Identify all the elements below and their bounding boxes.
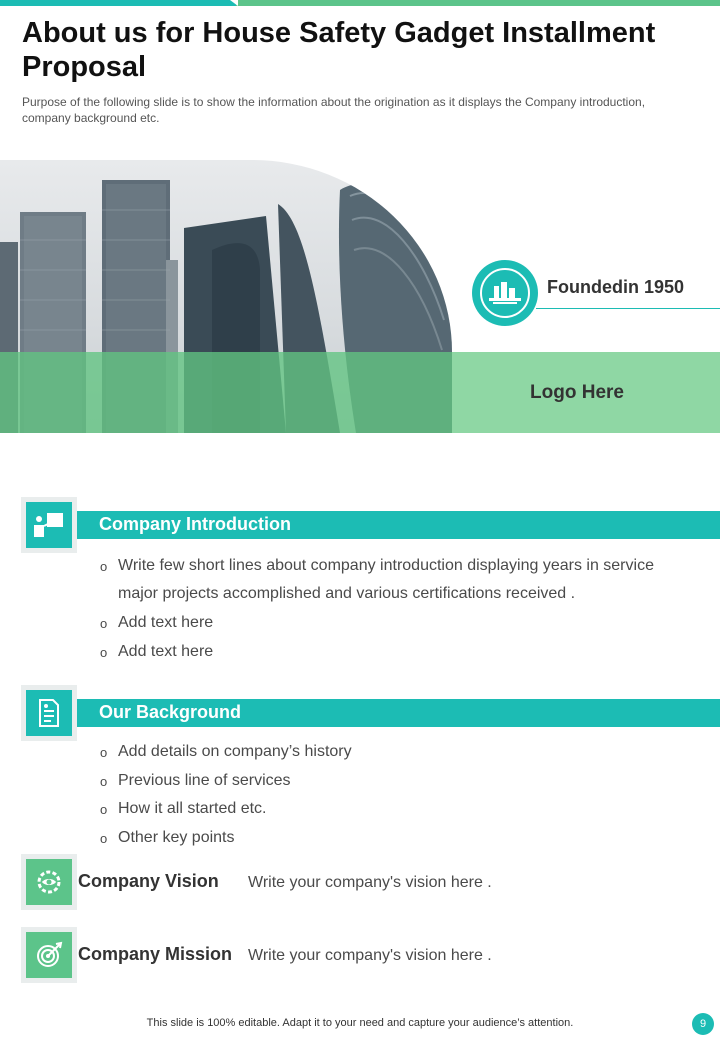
- top-accent-notch: [230, 0, 238, 6]
- vision-text: Write your company's vision here .: [248, 874, 492, 891]
- section-title: Our Background: [99, 702, 242, 722]
- building-icon: [480, 268, 530, 318]
- background-bullet-list: [100, 738, 690, 852]
- list-item: o Add details on company’s history: [100, 738, 690, 767]
- founded-badge: [472, 260, 538, 326]
- background-icon-frame: [21, 685, 77, 741]
- footer-note: This slide is 100% editable. Adapt it to your need and capture your audience’s attention.: [146, 1017, 574, 1029]
- list-item: o Other key points: [100, 824, 690, 853]
- vision-label: Company Vision: [78, 871, 219, 891]
- section-header-company-introduction: [77, 511, 720, 539]
- list-item: o Write few short lines about company introduction displaying years in service major projects accomplished and various certifications received .: [100, 552, 690, 608]
- founded-text: Foundedin 1950: [547, 277, 685, 297]
- mission-icon-frame: [21, 927, 77, 983]
- intro-bullet-list: [100, 552, 690, 666]
- section-header-our-background: [77, 699, 720, 727]
- document-icon: [26, 690, 72, 736]
- list-item: o Previous line of services: [100, 767, 690, 796]
- list-item: o Add text here: [100, 638, 690, 666]
- eye-gear-icon: [26, 859, 72, 905]
- list-item: o Add text here: [100, 609, 690, 637]
- mission-text: Write your company's vision here .: [248, 947, 492, 964]
- logo-text: Logo Here: [530, 381, 624, 403]
- presenter-icon: [26, 502, 72, 548]
- target-icon: [26, 932, 72, 978]
- logo-placeholder: [452, 352, 720, 433]
- section-title: Company Introduction: [99, 514, 291, 534]
- top-accent-teal: [0, 0, 238, 6]
- list-item: o How it all started etc.: [100, 795, 690, 824]
- vision-icon-frame: [21, 854, 77, 910]
- mission-label: Company Mission: [78, 944, 233, 964]
- page-subtitle: Purpose of the following slide is to show the information about the origination as it displays the Company introduction, company background etc.: [22, 95, 646, 125]
- intro-icon-frame: [21, 497, 77, 553]
- page-number: 9: [692, 1013, 714, 1035]
- founded-underline: [536, 308, 720, 309]
- page-title: About us for House Safety Gadget Installment Proposal: [22, 17, 656, 83]
- hero-green-overlay: [0, 352, 452, 433]
- top-accent-green: [236, 0, 720, 6]
